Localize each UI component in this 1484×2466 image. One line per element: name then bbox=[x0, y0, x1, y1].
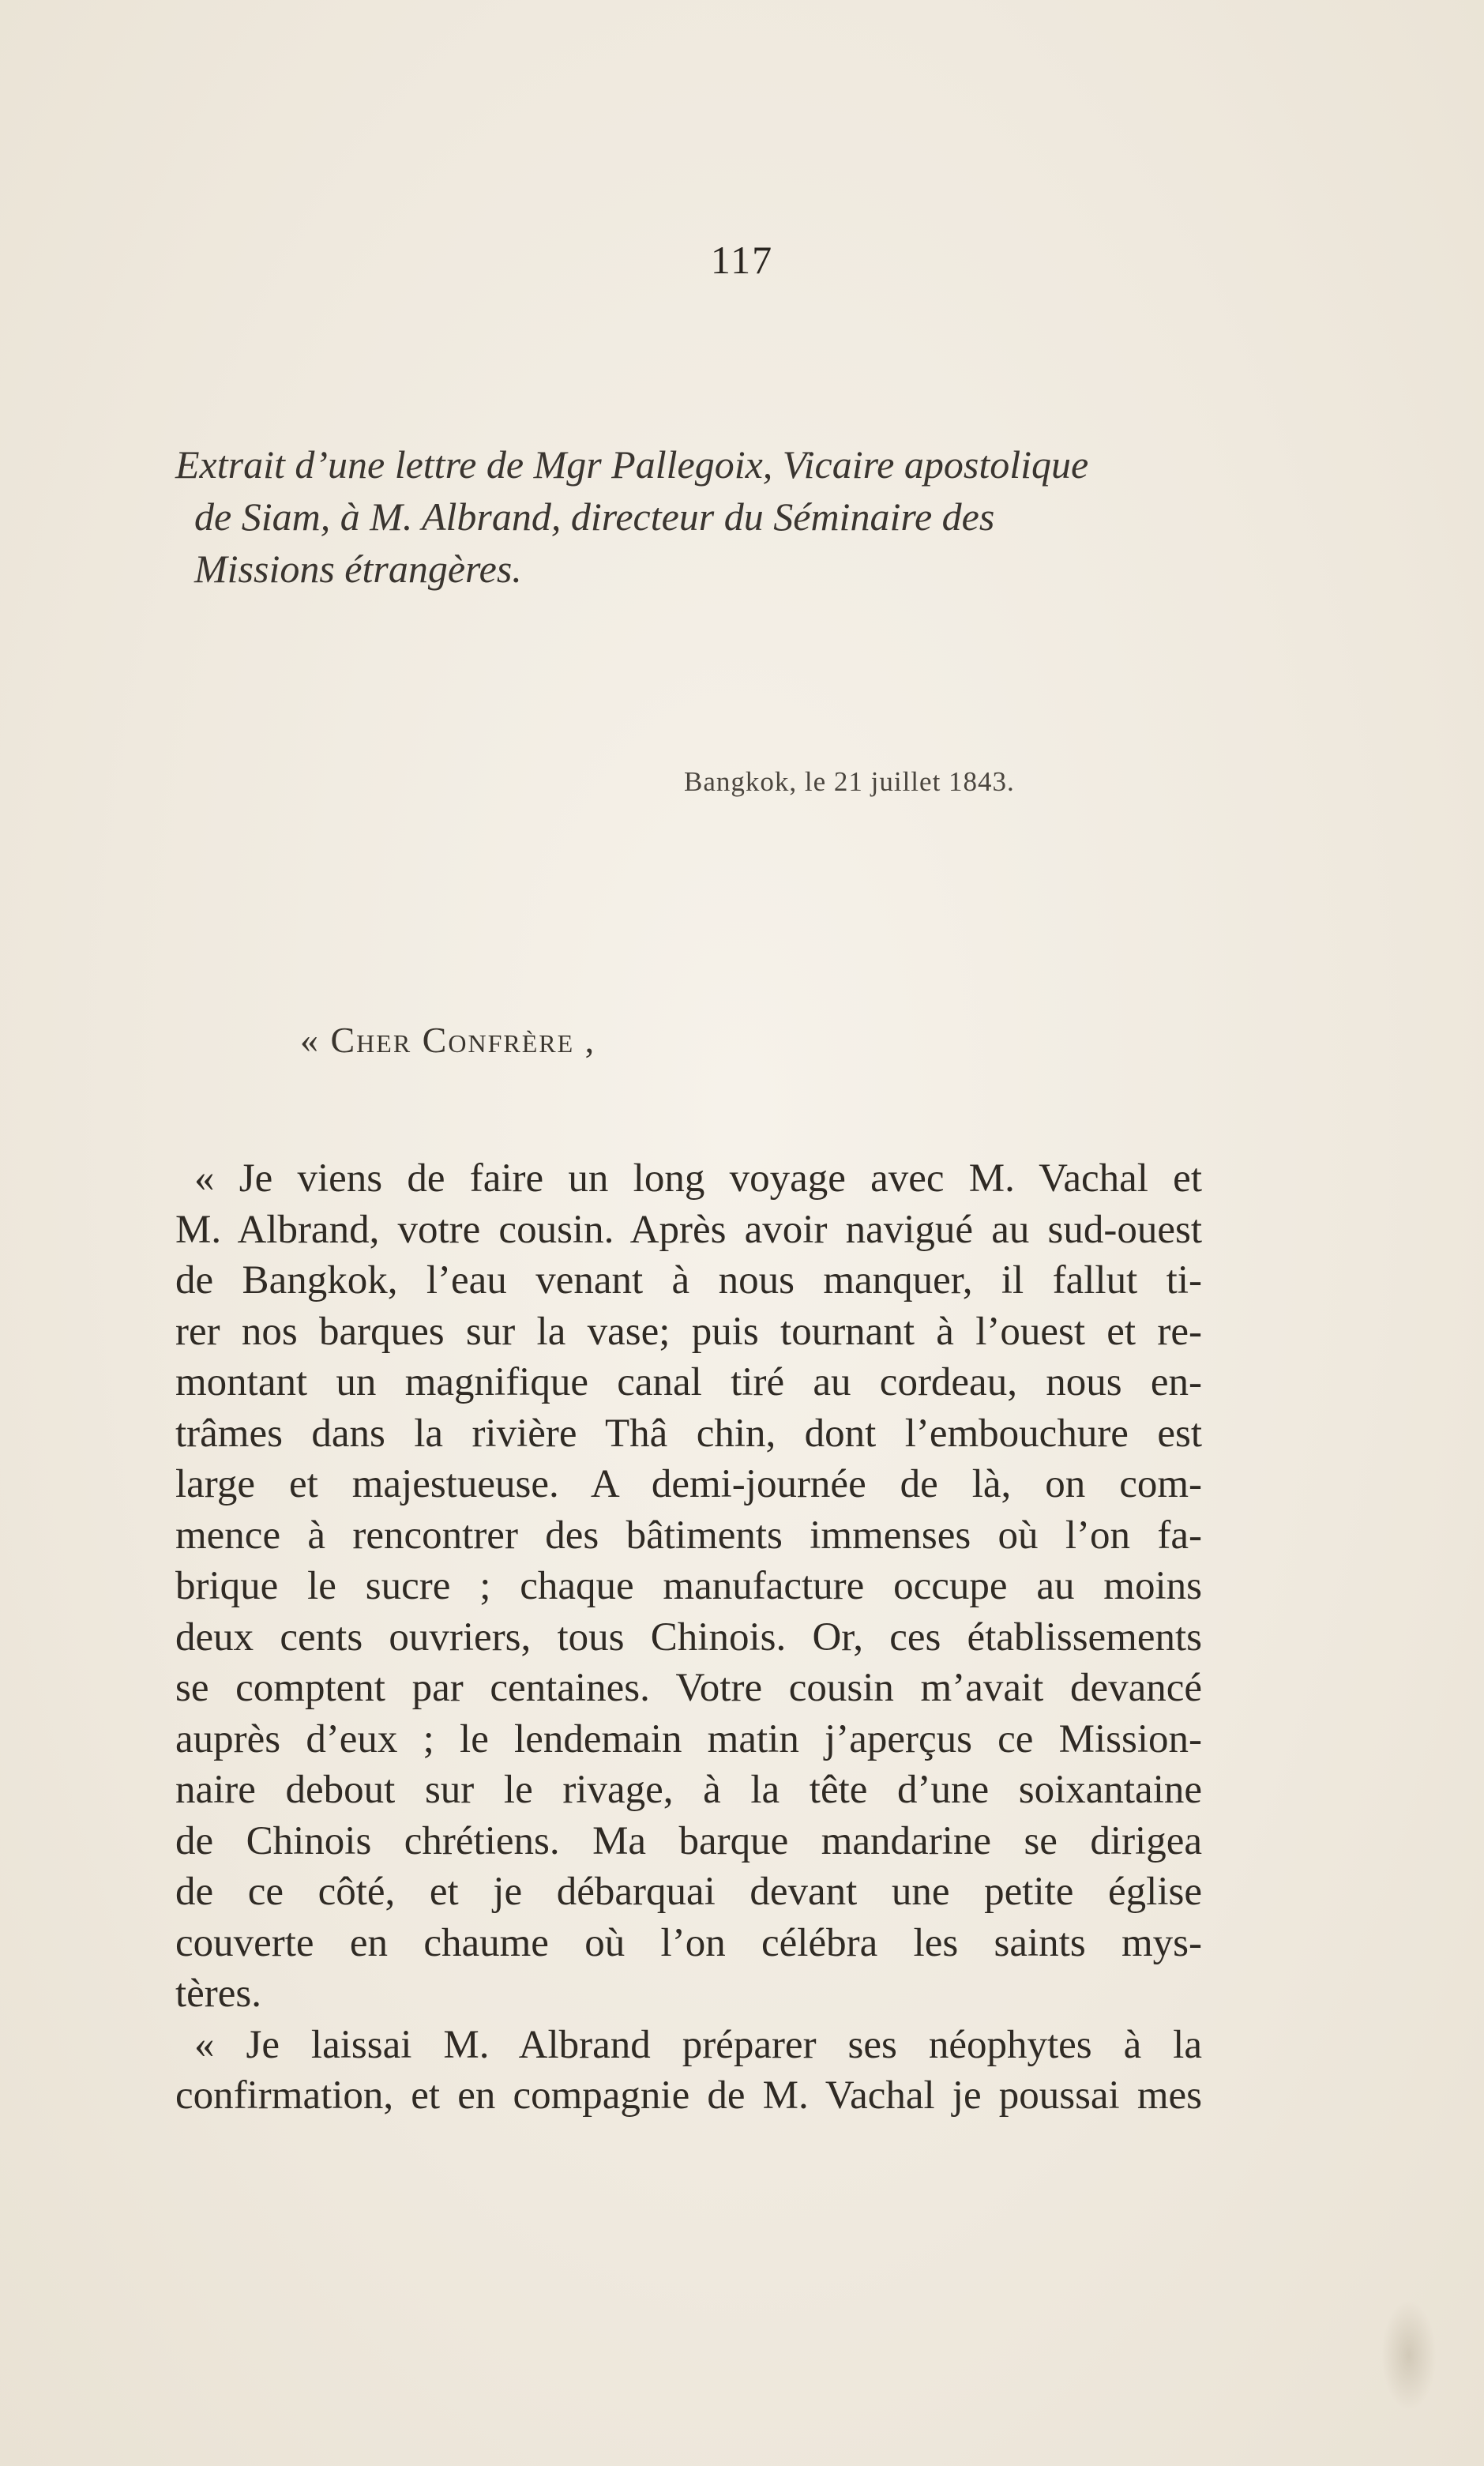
body-line: de Bangkok, l’eau venant à nous manquer, il fallut ti- bbox=[175, 1258, 1202, 1303]
letter-body bbox=[175, 1153, 1202, 2122]
body-line: confirmation, et en compagnie de M. Vachal je poussai mes bbox=[175, 2073, 1202, 2118]
body-line: naire debout sur le rivage, à la tête d’une soixantaine bbox=[175, 1768, 1202, 1812]
body-line: large et majestueuse. A demi-journée de là, on com- bbox=[175, 1462, 1202, 1506]
body-line: de ce côté, et je débarquai devant une petite église bbox=[175, 1870, 1202, 1914]
dateline: Bangkok, le 21 juillet 1843. bbox=[684, 766, 1015, 797]
title-line-2: de Siam, à M. Albrand, directeur du Séminaire des bbox=[194, 494, 995, 539]
body-line: « Je viens de faire un long voyage avec M. Vachal et bbox=[194, 1156, 1202, 1201]
body-line: M. Albrand, votre cousin. Après avoir navigué au sud-ouest bbox=[175, 1207, 1202, 1252]
body-line: deux cents ouvriers, tous Chinois. Or, ces établissements bbox=[175, 1615, 1202, 1660]
letter-title bbox=[175, 438, 1249, 595]
body-line: « Je laissai M. Albrand préparer ses néophytes à la bbox=[194, 2022, 1202, 2067]
body-line: auprès d’eux ; le lendemain matin j’aperçus ce Mission- bbox=[175, 1716, 1202, 1761]
title-line-1: Extrait d’une lettre de Mgr Pallegoix, Vicaire apostolique bbox=[175, 442, 1089, 487]
body-line: rer nos barques sur la vase; puis tournant à l’ouest et re- bbox=[175, 1309, 1202, 1354]
page-number: 117 bbox=[710, 238, 774, 282]
body-line: tères. bbox=[175, 1972, 262, 2016]
body-line: brique le sucre ; chaque manufacture occupe au moins bbox=[175, 1564, 1202, 1608]
body-line: se comptent par centaines. Votre cousin m’avait devancé bbox=[175, 1666, 1202, 1710]
body-line: trâmes dans la rivière Thâ chin, dont l’embouchure est bbox=[175, 1411, 1202, 1456]
body-line: de Chinois chrétiens. Ma barque mandarine se dirigea bbox=[175, 1818, 1202, 1863]
body-line: couverte en chaume où l’on célébra les saints mys- bbox=[175, 1920, 1202, 1965]
paper-stain bbox=[1381, 2300, 1437, 2411]
body-line: montant un magnifique canal tiré au cordeau, nous en- bbox=[175, 1360, 1202, 1404]
body-line: mence à rencontrer des bâtiments immenses où l’on fa- bbox=[175, 1513, 1202, 1558]
salutation: « Cher Confrère , bbox=[300, 1020, 596, 1060]
title-line-3: Missions étrangères. bbox=[194, 547, 522, 591]
